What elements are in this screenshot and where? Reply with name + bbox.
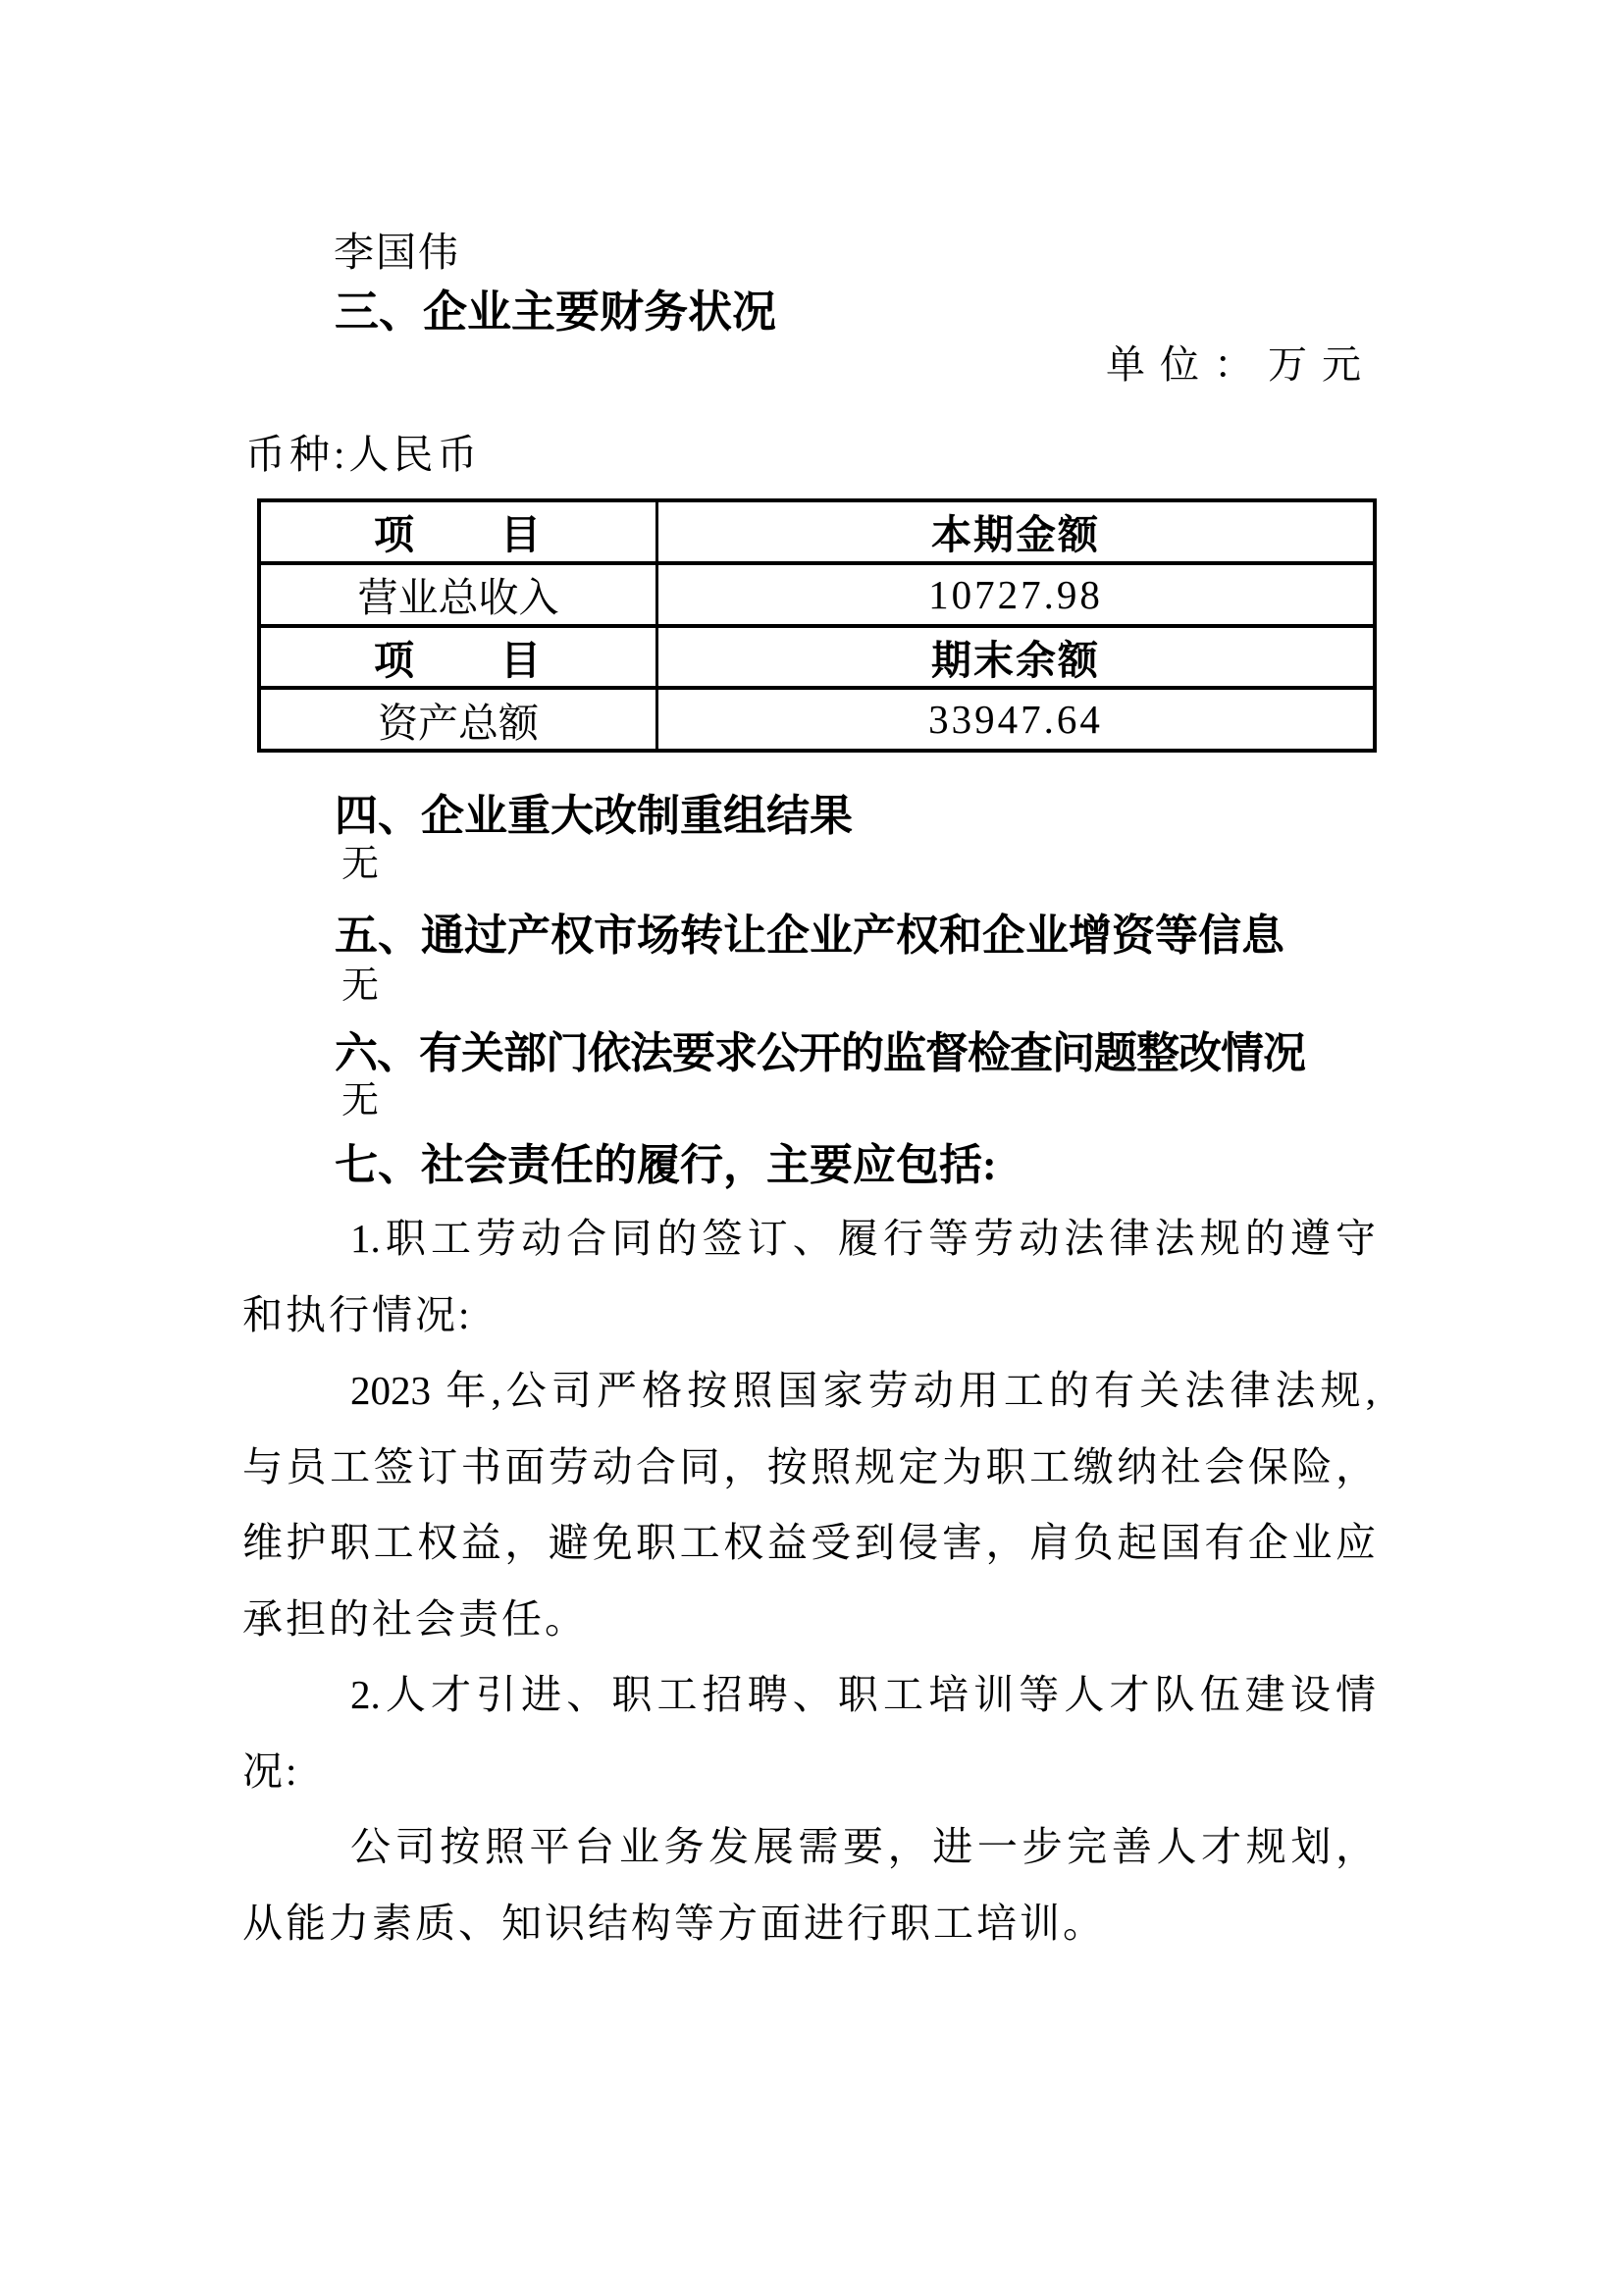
row-value-cell: 10727.98 (928, 571, 1103, 617)
paragraph-line: 维护职工权益，避免职工权益受到侵害，肩负起国有企业应 (242, 1520, 1376, 1565)
financial-table (257, 498, 1377, 753)
paragraph-line: 1.职工劳动合同的签订、履行等劳动法律法规的遵守 (350, 1216, 1376, 1261)
table-row (261, 565, 1373, 628)
paragraph-line: 2.人才引进、职工招聘、职工培训等人才队伍建设情 (350, 1672, 1376, 1717)
section-7-body (242, 1201, 1376, 1961)
paragraph-line: 2023 年,公司严格按照国家劳动用工的有关法律法规, (350, 1368, 1376, 1413)
row-label-cell: 资产总额 (261, 690, 658, 749)
section-5-title: 五、通过产权市场转让企业产权和企业增资等信息 (335, 912, 1284, 960)
section-6-title: 六、有关部门依法要求公开的监督检查问题整改情况 (335, 1029, 1305, 1077)
section-5-content: 无 (341, 965, 380, 1007)
section-3-title: 三、企业主要财务状况 (335, 287, 777, 337)
section-6-content: 无 (341, 1080, 380, 1121)
section-4-title: 四、企业重大改制重组结果 (335, 792, 853, 840)
row-value-cell: 33947.64 (928, 697, 1103, 743)
currency-label: 币种:人民币 (245, 432, 482, 477)
paragraph-line: 和执行情况: (242, 1291, 473, 1337)
item-header-cell: 项 目 (261, 502, 658, 561)
table-header-row (261, 502, 1373, 565)
table-row (261, 690, 1373, 749)
section-4-content: 无 (341, 844, 380, 885)
table-header-row (261, 628, 1373, 691)
paragraph-line: 公司按照平台业务发展需要，进一步完善人才规划， (350, 1824, 1376, 1869)
section-7-title: 七、社会责任的履行，主要应包括: (335, 1141, 997, 1189)
item-header-cell: 项 目 (261, 628, 658, 687)
signer-name: 李国伟 (334, 230, 460, 275)
unit-label: 单位：万元 (1106, 342, 1376, 387)
current-amount-header-cell: 本期金额 (931, 512, 1100, 558)
paragraph-line: 况: (242, 1747, 300, 1794)
paragraph-line: 从能力素质、知识结构等方面进行职工培训。 (242, 1900, 1106, 1946)
ending-balance-header-cell: 期末余额 (931, 637, 1100, 683)
paragraph-line: 与员工签订书面劳动合同，按照规定为职工缴纳社会保险， (242, 1443, 1376, 1489)
row-label-cell: 营业总收入 (261, 565, 658, 624)
paragraph-line: 承担的社会责任。 (242, 1595, 588, 1642)
